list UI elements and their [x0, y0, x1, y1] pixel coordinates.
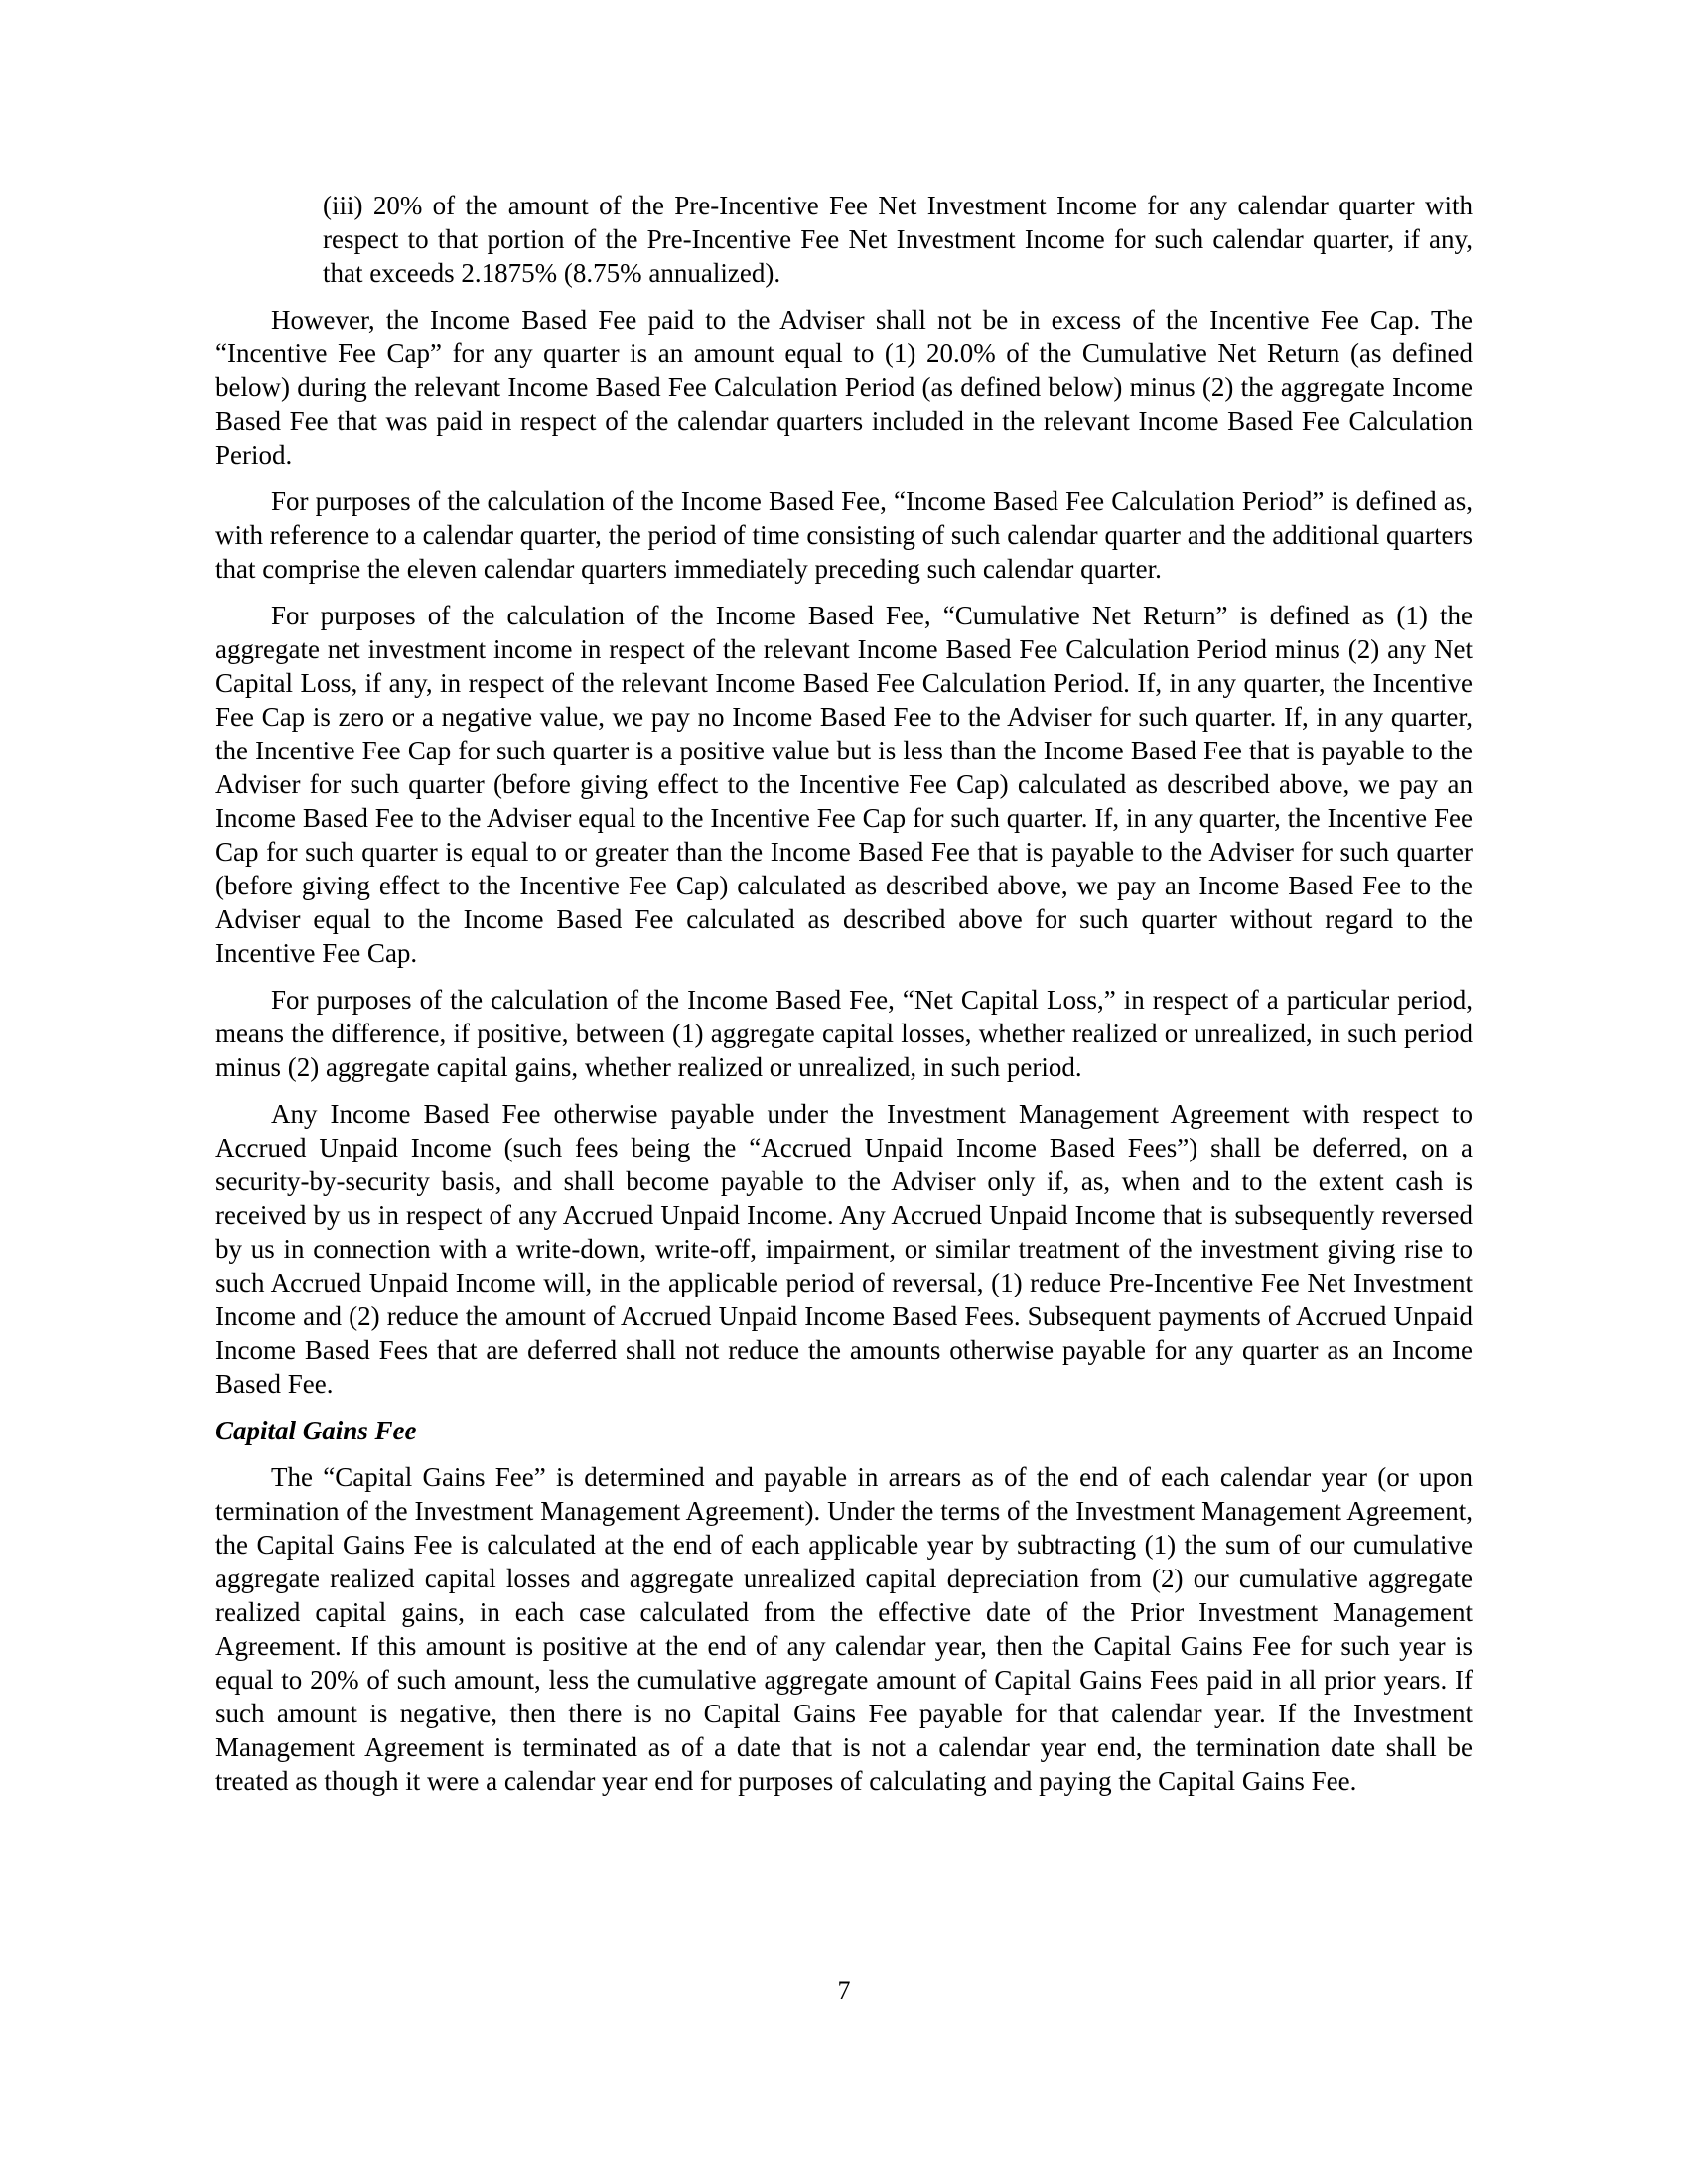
page-number: 7 — [837, 1977, 851, 2005]
section-heading-capital-gains-fee: Capital Gains Fee — [215, 1416, 417, 1445]
clause-iii-paragraph: (iii) 20% of the amount of the Pre-Incentive Fee Net Investment Income for any calendar quarter with respect to that portion of the Pre-Incentive Fee Net Investment Income for such calendar quarter, if any, that exceeds 2.1875% (8.75% annualized). — [323, 191, 1473, 288]
paragraph-capital-gains-fee: The “Capital Gains Fee” is determined and payable in arrears as of the end of each calendar year (or upon termination of the Investment Management Agreement). Under the terms of the Investment Management Agreement, the Capital Gains Fee is calculated at the end of each applicable year by subtracting (1) the sum of our cumulative aggregate realized capital losses and aggregate unrealized capital depreciation from (2) our cumulative aggregate realized capital gains, in each case calculated from the effective date of the Prior Investment Management Agreement. If this amount is positive at the end of any calendar year, then the Capital Gains Fee for such year is equal to 20% of such amount, less the cumulative aggregate amount of Capital Gains Fees paid in all prior years. If such amount is negative, then there is no Capital Gains Fee payable for that calendar year. If the Investment Management Agreement is terminated as of a date that is not a calendar year end, the termination date shall be treated as though it were a calendar year end for purposes of calculating and paying the Capital Gains Fee. — [215, 1462, 1473, 1796]
paragraph-accrued-unpaid-income: Any Income Based Fee otherwise payable under the Investment Management Agreement with respect to Accrued Unpaid Income (such fees being the “Accrued Unpaid Income Based Fees”) shall be deferred, on a security-by-security basis, and shall become payable to the Adviser only if, as, when and to the extent cash is received by us in respect of any Accrued Unpaid Income. Any Accrued Unpaid Income that is subsequently reversed by us in connection with a write-down, write-off, impairment, or similar treatment of the investment giving rise to such Accrued Unpaid Income will, in the applicable period of reversal, (1) reduce Pre-Incentive Fee Net Investment Income and (2) reduce the amount of Accrued Unpaid Income Based Fees. Subsequent payments of Accrued Unpaid Income Based Fees that are deferred shall not reduce the amounts otherwise payable for any quarter as an Income Based Fee. — [215, 1099, 1473, 1399]
document-body — [215, 189, 1473, 1811]
paragraph-cumulative-net-return: For purposes of the calculation of the Income Based Fee, “Cumulative Net Return” is defined as (1) the aggregate net investment income in respect of the relevant Income Based Fee Calculation Period minus (2) any Net Capital Loss, if any, in respect of the relevant Income Based Fee Calculation Period. If, in any quarter, the Incentive Fee Cap is zero or a negative value, we pay no Income Based Fee to the Adviser for such quarter. If, in any quarter, the Incentive Fee Cap for such quarter is a positive value but is less than the Income Based Fee that is payable to the Adviser for such quarter (before giving effect to the Incentive Fee Cap) calculated as described above, we pay an Income Based Fee to the Adviser equal to the Incentive Fee Cap for such quarter. If, in any quarter, the Incentive Fee Cap for such quarter is equal to or greater than the Income Based Fee that is payable to the Adviser for such quarter (before giving effect to the Incentive Fee Cap) calculated as described above, we pay an Income Based Fee to the Adviser equal to the Income Based Fee calculated as described above for such quarter without regard to the Incentive Fee Cap. — [215, 601, 1473, 968]
paragraph-income-based-fee-calculation-period: For purposes of the calculation of the Income Based Fee, “Income Based Fee Calculation Period” is defined as, with reference to a calendar quarter, the period of time consisting of such calendar quarter and the additional quarters that comprise the eleven calendar quarters immediately preceding such calendar quarter. — [215, 486, 1473, 584]
paragraph-incentive-fee-cap: However, the Income Based Fee paid to the Adviser shall not be in excess of the Incentive Fee Cap. The “Incentive Fee Cap” for any quarter is an amount equal to (1) 20.0% of the Cumulative Net Return (as defined below) during the relevant Income Based Fee Calculation Period (as defined below) minus (2) the aggregate Income Based Fee that was paid in respect of the calendar quarters included in the relevant Income Based Fee Calculation Period. — [215, 305, 1473, 470]
paragraph-net-capital-loss: For purposes of the calculation of the Income Based Fee, “Net Capital Loss,” in respect of a particular period, means the difference, if positive, between (1) aggregate capital losses, whether realized or unrealized, in such period minus (2) aggregate capital gains, whether realized or unrealized, in such period. — [215, 985, 1473, 1082]
